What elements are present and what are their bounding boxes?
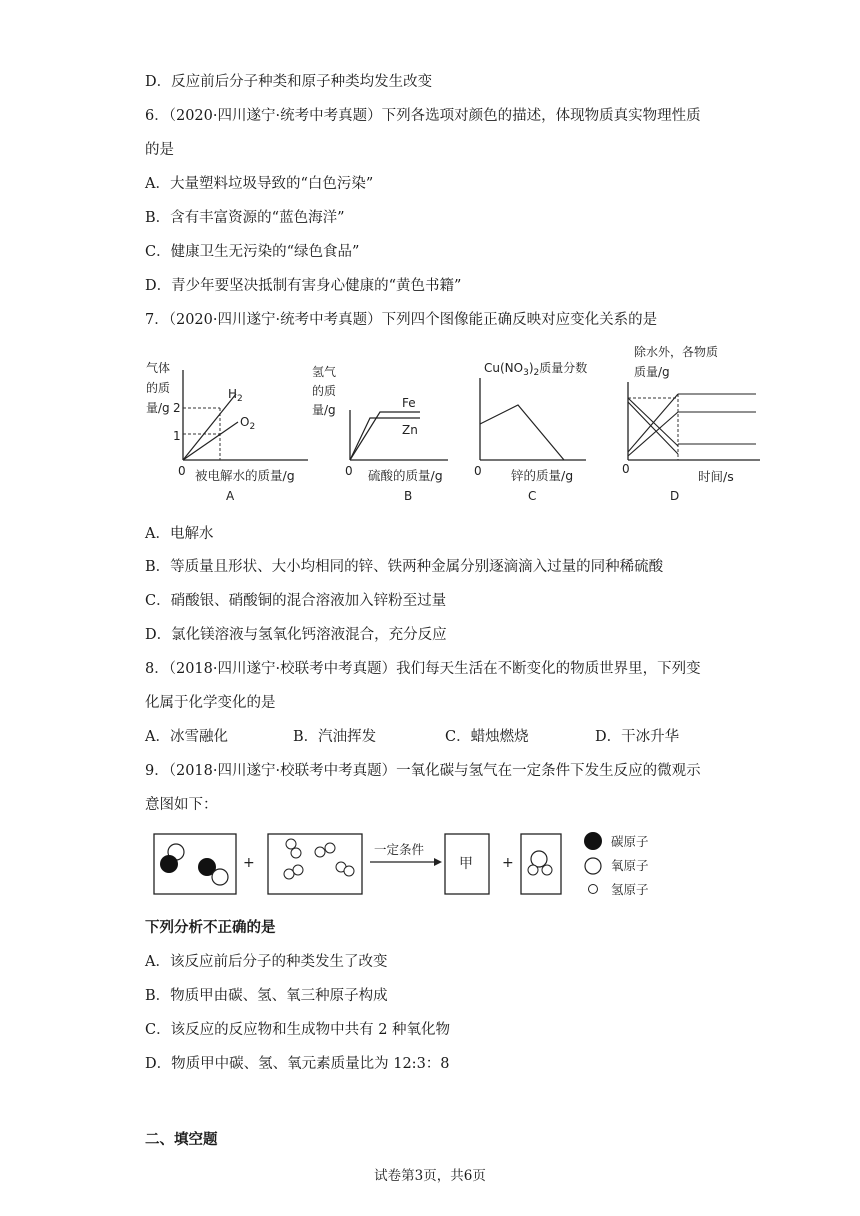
graph-b-zn-label: Zn	[402, 423, 418, 437]
q9-stem-line2: 意图如下：	[145, 797, 218, 813]
q8-option-b: B．汽油挥发	[293, 729, 377, 745]
q8-stem-line1: 8．（2018·四川遂宁·校联考中考真题）我们每天生活在不断变化的物质世界里，下列变	[145, 661, 701, 677]
q9-option-a: A．该反应前后分子的种类发生了改变	[145, 954, 388, 970]
q9-option-c: C．该反应的反应物和生成物中共有 2 种氧化物	[145, 1022, 451, 1038]
q6-option-b: B．含有丰富资源的“蓝色海洋”	[145, 210, 345, 226]
graph-c-caption: C	[528, 489, 537, 503]
q6-option-a: A．大量塑料垃圾导致的“白色污染”	[145, 176, 374, 192]
carbon-atom	[160, 855, 178, 873]
graph-b	[308, 350, 458, 505]
graph-a	[140, 350, 320, 505]
legend-hydrogen-label: 氢原子	[611, 882, 649, 897]
q9-option-b: B．物质甲由碳、氢、氧三种原子构成	[145, 988, 388, 1004]
q8-option-c: C．蜡烛燃烧	[445, 729, 529, 745]
hydrogen-atom	[528, 865, 538, 875]
hydrogen-atom	[293, 865, 303, 875]
q7-option-c: C．硝酸银、硝酸铜的混合溶液加入锌粉至过量	[145, 593, 447, 609]
graph-b-ylabel-2: 的质	[312, 384, 337, 398]
hydrogen-atom	[325, 843, 335, 853]
graph-a-ylabel-2: 的质	[146, 381, 171, 395]
graph-a-tick-2: 2	[173, 401, 181, 415]
graph-d-curve-1	[628, 398, 678, 446]
q6-option-c: C．健康卫生无污染的“绿色食品”	[145, 244, 360, 260]
oxygen-atom	[212, 869, 228, 885]
q5-option-d: D．反应前后分子种类和原子种类均发生改变	[145, 74, 433, 90]
graph-d-origin: 0	[622, 462, 630, 476]
graph-d-curve-2	[628, 402, 678, 454]
hydrogen-atom	[286, 839, 296, 849]
graph-b-caption: B	[404, 489, 413, 503]
graph-a-ylabel-1: 气体	[146, 361, 171, 375]
graph-c	[466, 350, 626, 505]
q7-option-d: D．氯化镁溶液与氢氧化钙溶液混合，充分反应	[145, 627, 447, 643]
graph-b-origin: 0	[345, 464, 353, 478]
graph-d-xlabel: 时间/s	[698, 469, 734, 484]
q7-stem: 7．（2020·四川遂宁·统考中考真题）下列四个图像能正确反映对应变化关系的是	[145, 312, 658, 328]
graph-b-ylabel-3: 量/g	[312, 403, 336, 417]
legend-hydrogen-icon	[589, 885, 598, 894]
graph-a-h2-label: $H_2$	[228, 387, 243, 404]
q7-option-b: B．等质量且形状、大小均相同的锌、铁两种金属分别逐滴滴入过量的同种稀硫酸	[145, 559, 664, 575]
graph-d-caption: D	[670, 489, 680, 503]
legend-carbon-label: 碳原子	[611, 834, 649, 849]
graph-a-o2-line	[183, 422, 238, 460]
hydrogen-atom	[315, 847, 325, 857]
hydrogen-atom	[344, 866, 354, 876]
graph-c-origin: 0	[474, 464, 482, 478]
q8-option-a: A．冰雪融化	[145, 729, 228, 745]
graph-d-curve-4	[628, 412, 678, 456]
q8-option-d: D．干冰升华	[595, 729, 680, 745]
plus-sign-2: +	[502, 855, 514, 871]
q8-stem-line2: 化属于化学变化的是	[145, 695, 276, 711]
section-title: 二、填空题	[145, 1132, 218, 1148]
graph-a-tick-1: 1	[173, 429, 181, 443]
reactant-box-h2	[268, 834, 362, 894]
q9-prompt: 下列分析不正确的是	[145, 920, 276, 936]
hydrogen-atom	[542, 865, 552, 875]
graph-a-caption: A	[226, 489, 235, 503]
q6-stem-line1: 6．（2020·四川遂宁·统考中考真题）下列各选项对颜色的描述，体现物质真实物理性质	[145, 108, 701, 124]
graph-d	[618, 342, 768, 505]
graph-b-ylabel-1: 氢气	[312, 365, 337, 379]
graph-b-fe-label: Fe	[402, 396, 416, 410]
graph-a-ylabel-3: 量/g	[146, 401, 170, 415]
graph-d-ylabel-1: 除水外，各物质	[634, 345, 719, 359]
legend-oxygen-icon	[585, 858, 601, 874]
reaction-arrow-head	[434, 858, 442, 866]
page-footer: 试卷第3页，共6页	[374, 1168, 486, 1184]
graph-a-o2-label: $O_2$	[240, 415, 256, 432]
q6-option-d: D．青少年要坚决抵制有害身心健康的“黄色书籍”	[145, 278, 462, 294]
hydrogen-atom	[291, 848, 301, 858]
product-jia-label: 甲	[459, 856, 473, 872]
graph-b-xlabel: 硫酸的质量/g	[368, 468, 443, 483]
graph-d-curve-3	[628, 394, 678, 452]
q9-stem-line1: 9．（2018·四川遂宁·校联考中考真题）一氧化碳与氢气在一定条件下发生反应的微观示	[145, 763, 701, 779]
q9-reaction-diagram	[150, 826, 690, 902]
q7-option-a: A．电解水	[145, 526, 214, 542]
graph-a-h2-line	[183, 394, 236, 460]
legend-carbon-icon	[584, 832, 602, 850]
graph-c-xlabel: 锌的质量/g	[511, 468, 574, 483]
graph-c-ylabel: $Cu(NO_3)_2$质量分数	[484, 361, 588, 378]
plus-sign-1: +	[243, 855, 255, 871]
graph-c-curve	[480, 405, 564, 460]
hydrogen-atom	[284, 869, 294, 879]
q9-option-d: D．物质甲中碳、氢、氧元素质量比为 12:3：8	[145, 1056, 450, 1072]
reaction-condition: 一定条件	[374, 842, 425, 857]
legend-oxygen-label: 氧原子	[611, 858, 649, 873]
q6-stem-line2: 的是	[145, 142, 174, 158]
graph-d-ylabel-2: 质量/g	[634, 365, 670, 379]
graph-a-xlabel: 被电解水的质量/g	[195, 468, 295, 483]
graph-a-origin: 0	[178, 464, 186, 478]
